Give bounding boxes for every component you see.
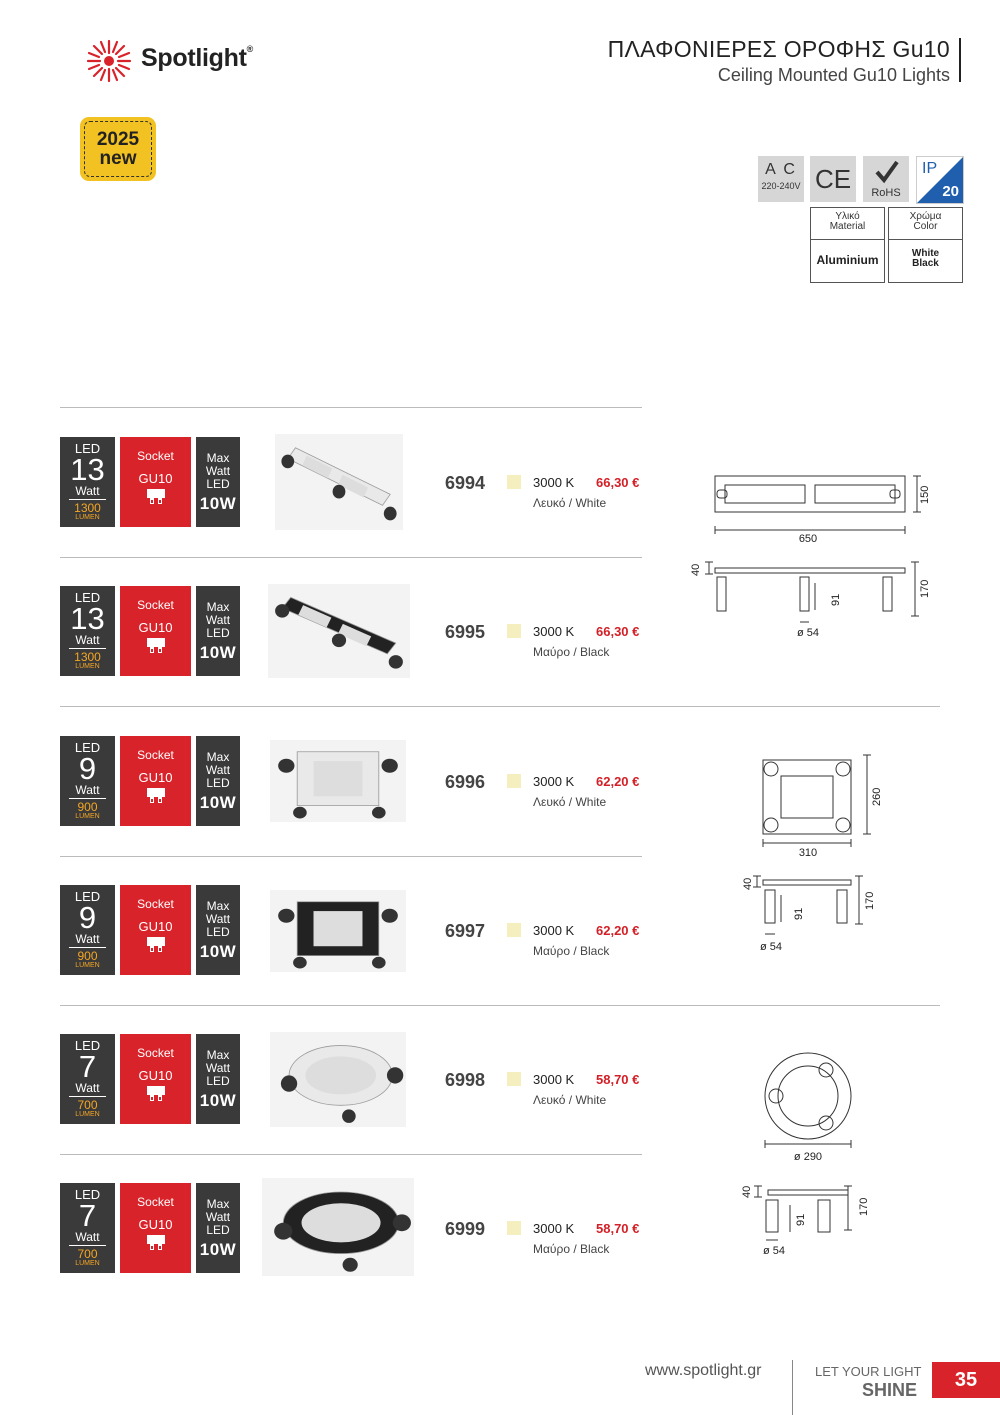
max-watt-box: Max Watt LED 10W (196, 437, 240, 527)
slogan-line1: LET YOUR LIGHT (815, 1364, 922, 1379)
max-watt-box: Max Watt LED 10W (196, 885, 240, 975)
color-temperature: 3000 K (533, 1221, 575, 1236)
led-watt-box: LED 7 Watt 700 LUMEN (60, 1183, 115, 1273)
product-color: Λευκό / White (533, 795, 607, 809)
socket-box: Socket GU10 (120, 437, 191, 527)
product-image (270, 1032, 406, 1127)
dim-height: 150 (919, 485, 931, 504)
product-code: 6998 (445, 1070, 486, 1090)
title-divider (959, 38, 961, 82)
page-title-greek: ΠΛΑΦΟΝΙΕΡΕΣ ΟΡΟΦΗΣ Gu10 (607, 36, 950, 62)
dim-diameter: ø 54 (762, 1245, 786, 1257)
product-price: 62,20 € (596, 923, 640, 938)
max-watt-box: Max Watt LED 10W (196, 1183, 240, 1273)
badge-year: 2025 (96, 129, 140, 150)
gu10-socket-icon (145, 787, 167, 805)
product-price: 66,30 € (596, 624, 640, 639)
product-color: Μαύρο / Black (533, 645, 610, 659)
brand-logo-icon (84, 37, 134, 85)
product-color: Μαύρο / Black (533, 944, 610, 958)
socket-box: Socket GU10 (120, 1034, 191, 1124)
badge-text: new (99, 148, 137, 169)
ce-mark-icon: CE (810, 156, 856, 202)
socket-box: Socket GU10 (120, 1183, 191, 1273)
gu10-socket-icon (145, 1234, 167, 1252)
dim-drop: 170 (858, 1197, 870, 1216)
color-temp-swatch (507, 475, 521, 489)
dim-spot: 91 (793, 907, 805, 920)
gu10-socket-icon (145, 488, 167, 506)
dim-drop: 170 (864, 891, 876, 910)
product-code: 6996 (445, 772, 486, 792)
color-temp-swatch (507, 624, 521, 638)
page-number: 35 (932, 1362, 1000, 1398)
gu10-socket-icon (145, 1085, 167, 1103)
dim-diameter: ø 54 (796, 627, 820, 639)
product-price: 58,70 € (596, 1221, 640, 1236)
dimension-drawing-square (735, 750, 895, 960)
divider (60, 1154, 642, 1155)
product-price: 62,20 € (596, 774, 640, 789)
ac-voltage-icon: A C 220-240V (758, 156, 804, 202)
color-temp-swatch (507, 1072, 521, 1086)
dim-width: 310 (798, 847, 818, 859)
gu10-socket-icon (145, 936, 167, 954)
divider (60, 1005, 940, 1006)
color-spec: Χρώμα Color White Black (888, 207, 963, 283)
max-watt-box: Max Watt LED 10W (196, 1034, 240, 1124)
dim-width: 650 (798, 533, 818, 545)
color-temperature: 3000 K (533, 774, 575, 789)
product-code: 6994 (445, 473, 486, 493)
new-2025-badge (80, 117, 156, 181)
product-image (270, 890, 406, 972)
led-watt-box: LED 9 Watt 900 LUMEN (60, 885, 115, 975)
dim-spot: 91 (830, 593, 842, 606)
dim-height: 260 (871, 787, 883, 806)
product-color: Λευκό / White (533, 1093, 607, 1107)
product-image (268, 584, 410, 678)
divider (60, 856, 642, 857)
gu10-socket-icon (145, 637, 167, 655)
color-temperature: 3000 K (533, 1072, 575, 1087)
divider (60, 407, 642, 408)
led-watt-box: LED 13 Watt 1300 LUMEN (60, 437, 115, 527)
brand-name: Spotlight® (141, 44, 253, 72)
color-temp-swatch (507, 923, 521, 937)
color-temperature: 3000 K (533, 923, 575, 938)
dim-diameter: ø 54 (759, 941, 783, 953)
footer-divider (792, 1360, 793, 1415)
slogan-line2: SHINE (862, 1380, 918, 1400)
max-watt-box: Max Watt LED 10W (196, 586, 240, 676)
product-price: 66,30 € (596, 475, 640, 490)
product-color: Λευκό / White (533, 496, 607, 510)
dim-drop: 170 (919, 579, 931, 598)
dim-diameter-body: ø 290 (793, 1151, 823, 1163)
rohs-icon: RoHS (863, 156, 909, 202)
product-price: 58,70 € (596, 1072, 640, 1087)
dimension-drawing-round (730, 1050, 890, 1260)
socket-box: Socket GU10 (120, 736, 191, 826)
color-temperature: 3000 K (533, 624, 575, 639)
color-temperature: 3000 K (533, 475, 575, 490)
product-image (275, 434, 403, 530)
product-code: 6995 (445, 622, 486, 642)
ip20-icon: IP 20 (916, 156, 964, 204)
socket-box: Socket GU10 (120, 885, 191, 975)
dim-top: 40 (742, 877, 754, 890)
led-watt-box: LED 13 Watt 1300 LUMEN (60, 586, 115, 676)
led-watt-box: LED 7 Watt 700 LUMEN (60, 1034, 115, 1124)
dim-top: 40 (690, 563, 702, 576)
material-spec: Υλικό Material Aluminium (810, 207, 885, 283)
product-code: 6999 (445, 1219, 486, 1239)
page-title-english: Ceiling Mounted Gu10 Lights (717, 65, 950, 85)
website-link[interactable]: www.spotlight.gr (645, 1362, 762, 1379)
product-image (262, 1178, 414, 1276)
dimension-drawing-rectangular (685, 460, 945, 650)
dim-spot: 91 (795, 1213, 807, 1226)
led-watt-box: LED 9 Watt 900 LUMEN (60, 736, 115, 826)
product-image (270, 740, 406, 822)
color-temp-swatch (507, 774, 521, 788)
dim-top: 40 (741, 1185, 753, 1198)
color-temp-swatch (507, 1221, 521, 1235)
divider (60, 706, 940, 707)
socket-box: Socket GU10 (120, 586, 191, 676)
product-color: Μαύρο / Black (533, 1242, 610, 1256)
product-code: 6997 (445, 921, 486, 941)
divider (60, 557, 642, 558)
max-watt-box: Max Watt LED 10W (196, 736, 240, 826)
